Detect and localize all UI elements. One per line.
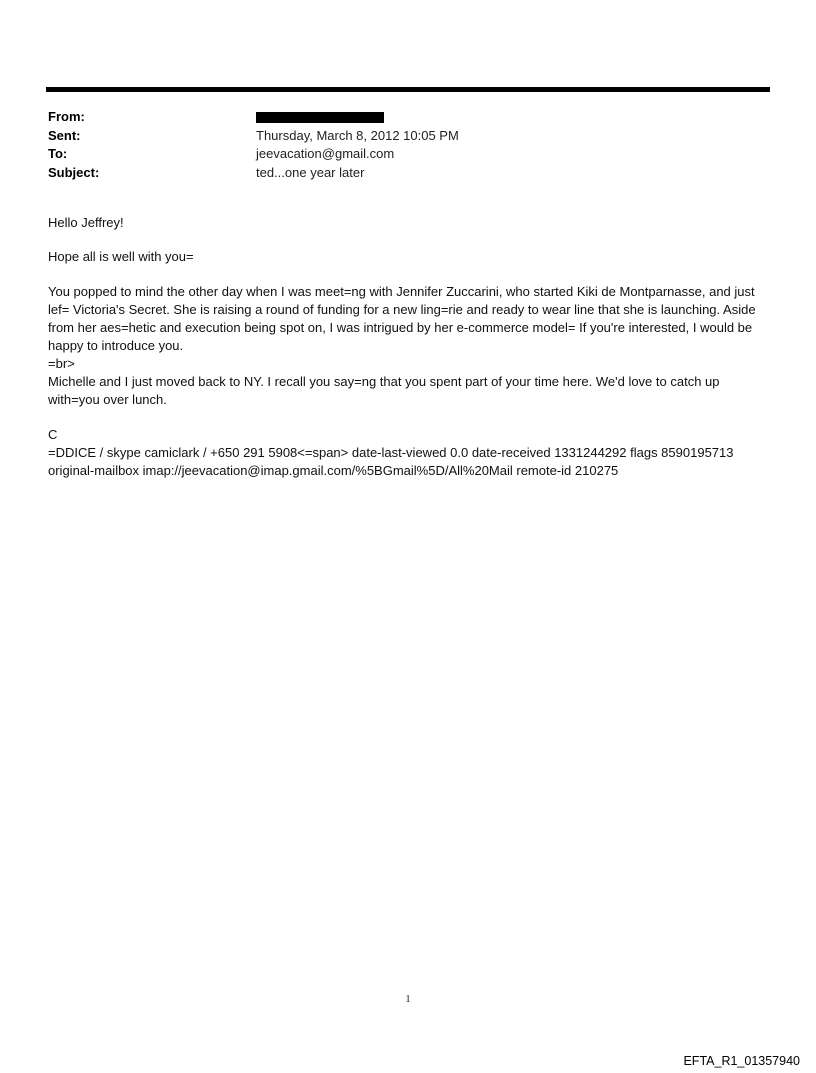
subject-value: ted...one year later <box>256 164 365 180</box>
from-row <box>48 108 459 127</box>
to-label: To: <box>48 146 68 161</box>
redaction-bar <box>256 112 384 123</box>
subject-label: Subject: <box>48 164 100 180</box>
footer-line: original-mailbox imap://jeevacation@imap.gmail.com/%5BGmail%5D/All%20Mail remote-id 210275 <box>48 463 619 478</box>
body-line: Hope all is well with you= <box>48 249 194 264</box>
email-header <box>48 108 459 182</box>
sent-label: Sent: <box>48 127 81 143</box>
document-id: EFTA_R1_01357940 <box>683 1054 800 1068</box>
from-label: From: <box>48 109 85 124</box>
to-row <box>48 145 459 164</box>
body-paragraph: Michelle and I just moved back to NY. I recall you say=ng that you spent part of your time here. We'd love to catch up with=you over lunch. <box>48 374 720 407</box>
body-paragraph: You popped to mind the other day when I was meet=ng with Jennifer Zuccarini, who started Kiki de Montparnasse, and just lef= Victoria's Secret. She is raising a round of funding for a new ling=rie and ready to wear line that she is launching. Aside from her aes=hetic and execution being spot on, I was intrigued by her e-commerce model= If you're interested, I would be happy to introduce you. <box>48 284 756 353</box>
signoff: C <box>48 427 58 442</box>
to-value: jeevacation@gmail.com <box>256 146 395 161</box>
greeting: Hello Jeffrey! <box>48 215 124 230</box>
footer-line: =DDICE / skype camiclark / +650 291 5908<=span> date-last-viewed 0.0 date-received 1331244292 flags 8590195713 <box>48 445 734 460</box>
page-number: 1 <box>405 994 411 1005</box>
subject-row <box>48 164 459 183</box>
sent-value: Thursday, March 8, 2012 10:05 PM <box>256 127 459 143</box>
header-rule <box>46 87 770 92</box>
sent-row <box>48 127 459 146</box>
body-line: =br> <box>48 356 75 371</box>
email-body <box>48 214 770 480</box>
